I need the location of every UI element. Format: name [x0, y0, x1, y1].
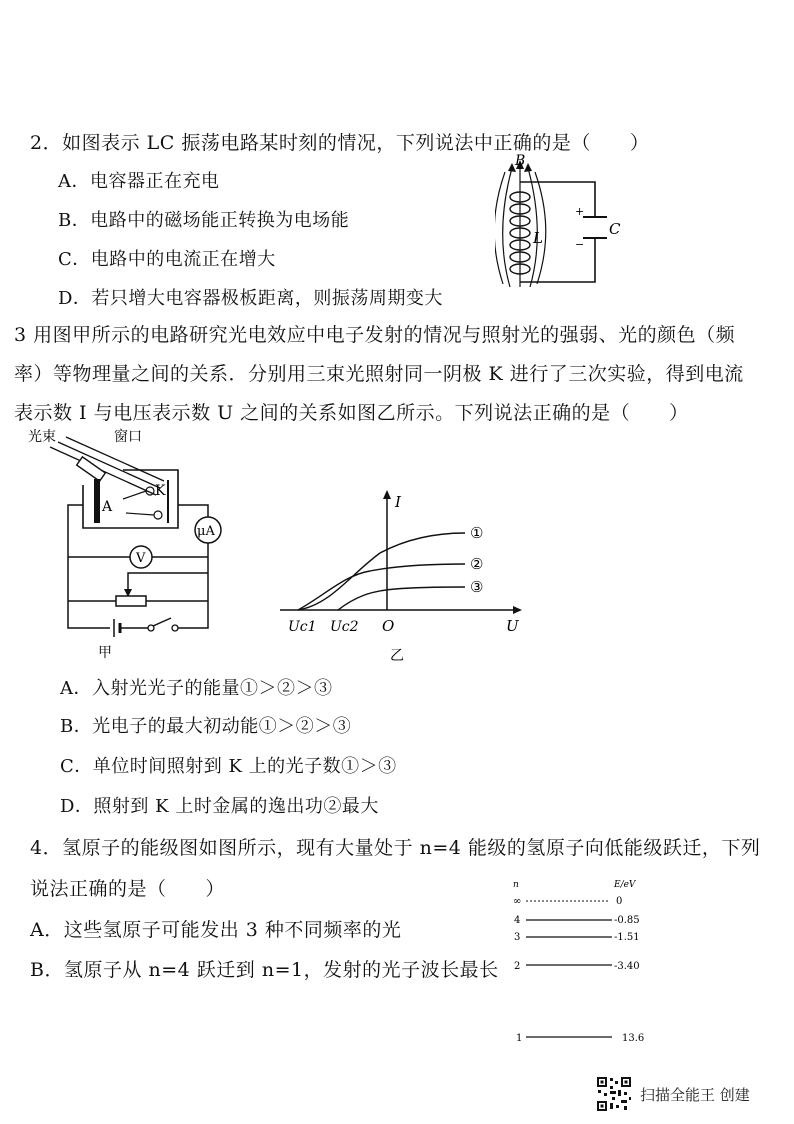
uc2-label: Uc2: [330, 619, 359, 635]
scanner-watermark: [596, 1074, 750, 1114]
q2-stem: 2．如图表示 LC 振荡电路某时刻的情况，下列说法中正确的是（ ）: [30, 132, 650, 154]
label-window: 窗口: [114, 429, 142, 445]
fig-yi-graph: [270, 485, 530, 665]
fig-jia-circuit: [28, 425, 238, 660]
label-anode-a: A: [102, 499, 113, 515]
wire-right-down: [178, 543, 208, 628]
magnetic-field-lines: [495, 166, 546, 287]
curve-3: [338, 587, 465, 610]
label-c: C: [609, 220, 621, 238]
lc-circuit-figure: [495, 152, 635, 292]
q4-stem-line-2: 说法正确的是（ ）: [30, 878, 226, 900]
rheostat: [116, 596, 146, 606]
q2-option-b: B．电路中的磁场能正转换为电场能: [58, 210, 350, 231]
label-light-beam: 光束: [28, 429, 56, 445]
light-beam-rays: [50, 437, 164, 495]
level-2-n: 2: [514, 961, 521, 972]
anode-plate: [94, 479, 100, 523]
header-n: n: [513, 880, 519, 890]
axis-i-label: I: [395, 493, 401, 511]
q3-option-c: C．单位时间照射到 K 上的光子数①＞③: [60, 756, 397, 777]
curve-3-label: ③: [470, 578, 484, 596]
header-e: E/eV: [614, 880, 636, 890]
capacitor-minus: −: [575, 238, 585, 251]
qr-code-icon: [596, 1076, 632, 1112]
q3-stem-line-1: 3 用图甲所示的电路研究光电效应中电子发射的情况与照射光的强弱、光的颜色（频: [14, 324, 736, 346]
slider-wire: [128, 573, 208, 590]
q2-option-a: A．电容器正在充电: [58, 171, 220, 192]
caption-jia: 甲: [98, 645, 112, 660]
energy-level-diagram: [508, 876, 658, 1048]
wire-left: [68, 505, 110, 628]
curve-2-label: ②: [470, 555, 484, 573]
level-2-e: -3.40: [614, 961, 640, 972]
switch: [153, 618, 171, 626]
level-inf-e: 0: [616, 896, 623, 907]
label-b: B: [515, 153, 526, 169]
origin-label: O: [382, 617, 395, 635]
q4-option-b: B．氢原子从 n=4 跃迁到 n=1，发射的光子波长最长: [30, 959, 499, 981]
level-inf-n: ∞: [513, 896, 522, 907]
q3-stem-line-3: 表示数 I 与电压表示数 U 之间的关系如图乙所示。下列说法正确的是（ ）: [14, 402, 689, 424]
level-1-e: 13.6: [622, 1033, 645, 1044]
tube-window: [77, 457, 106, 481]
axis-u-label: U: [506, 617, 519, 635]
curve-1-label: ①: [470, 524, 484, 542]
watermark-text: 扫描全能王 创建: [640, 1085, 750, 1104]
level-4-n: 4: [514, 915, 521, 926]
label-l: L: [533, 229, 543, 247]
uc1-label: Uc1: [288, 619, 317, 635]
capacitor-plus: +: [575, 205, 585, 218]
level-3-e: -1.51: [614, 932, 640, 943]
q3-option-a: A．入射光光子的能量①＞②＞③: [60, 678, 333, 699]
q4-stem-line-1: 4．氢原子的能级图如图所示，现有大量处于 n=4 能级的氢原子向低能级跃迁，下列: [30, 837, 761, 859]
level-4-e: -0.85: [614, 915, 640, 926]
label-cathode-k: K: [155, 483, 166, 499]
label-microammeter: μA: [197, 524, 215, 539]
q3-stem-line-2: 率）等物理量之间的关系．分别用三束光照射同一阴极 K 进行了三次实验，得到电流: [14, 363, 744, 385]
level-3-n: 3: [514, 932, 521, 943]
q2-option-d: D．若只增大电容器极板距离，则振荡周期变大: [58, 288, 443, 309]
curve-1: [298, 533, 465, 610]
q4-option-a: A．这些氢原子可能发出 3 种不同频率的光: [30, 919, 402, 941]
q2-option-c: C．电路中的电流正在增大: [58, 249, 276, 270]
caption-yi: 乙: [390, 648, 404, 664]
label-voltmeter: V: [136, 551, 146, 566]
q3-option-d: D．照射到 K 上时金属的逸出功②最大: [60, 796, 379, 817]
q3-option-b: B．光电子的最大初动能①＞②＞③: [60, 716, 352, 737]
wire-right: [178, 505, 208, 517]
level-1-n: 1: [516, 1033, 523, 1044]
